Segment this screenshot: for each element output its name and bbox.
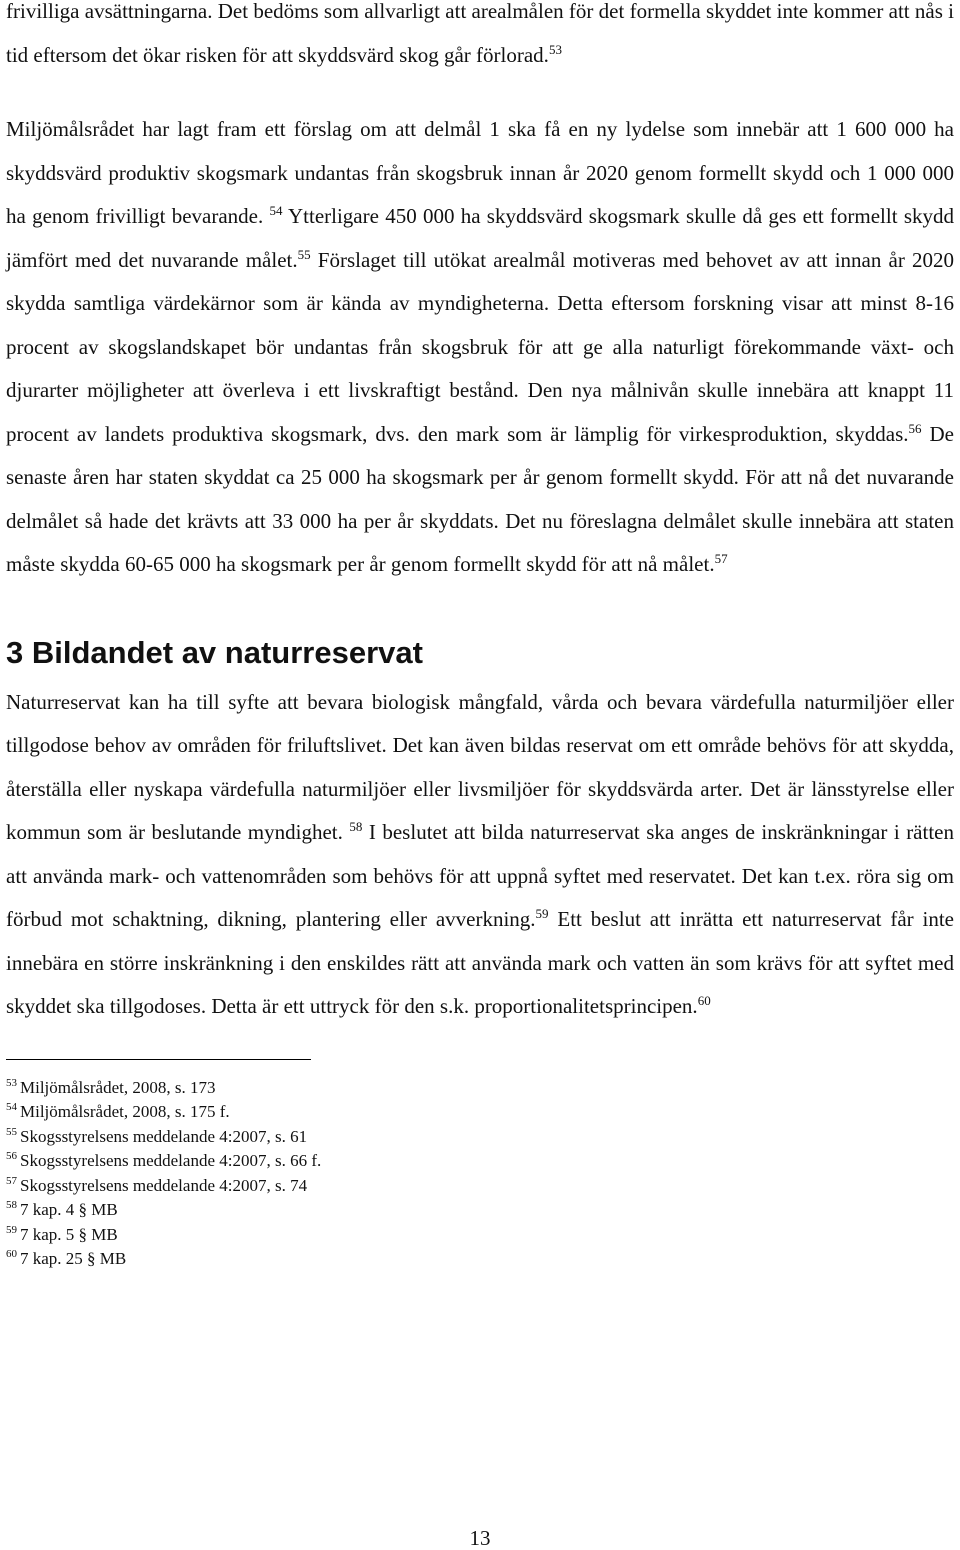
footnote-text: Miljömålsrådet, 2008, s. 175 f.: [20, 1102, 230, 1121]
footnote-number: 60: [6, 1248, 17, 1261]
text-run: Naturreservat kan ha till syfte att bevara biologisk mångfald, vårda och bevara värdefulla naturmiljöer eller tillgodose behov av områden för friluftslivet. Det kan även bildas reservat om ett område behövs för att skydda, återställa eller nyskapa värdefulla naturmiljöer eller livsmiljöer för skyddsvärda arter. Det är länsstyrelse eller kommun som är beslutande myndighet.: [6, 689, 954, 844]
footnotes: [6, 1076, 954, 1272]
footnote-text: Miljömålsrådet, 2008, s. 173: [20, 1077, 216, 1097]
footnote-text: Skogsstyrelsens meddelande 4:2007, s. 74: [20, 1175, 308, 1195]
footnote-text: Skogsstyrelsens meddelande 4:2007, s. 66 f.: [20, 1151, 322, 1170]
paragraph-3: [6, 681, 954, 1029]
section-heading: 3 Bildandet av naturreservat: [6, 634, 423, 670]
footnote: [6, 1076, 954, 1101]
text-run: Ytterligare 450 000 ha skyddsvärd skogsmark skulle då ges ett formellt skydd jämfört med det nuvarande målet.: [6, 204, 954, 272]
footnote-reference: 54: [269, 203, 283, 218]
footnote-reference: 53: [548, 41, 562, 57]
footnote-number: 58: [6, 1199, 17, 1212]
text-run: frivilliga avsättningarna. Det bedöms som allvarligt att arealmålen för det formella skyddet inte kommer att nås i tid eftersom det ökar risken för att skyddsvärd skog går förlorad.: [6, 0, 954, 67]
paragraph-2: [6, 108, 954, 587]
footnote: [6, 1223, 954, 1248]
text-run: Ett beslut att inrätta ett naturreservat får inte innebära en större inskränkning i den enskildes rätt att använda mark och vatten än som krävs för att syftet med skyddet ska tillgodoses. Detta är ett uttryck för den s.k. proportionalitetsprincipen.: [6, 907, 954, 1018]
text-run: De senaste åren har staten skyddat ca 25 000 ha skogsmark per år genom formellt skydd. För att nå det nuvarande delmålet så hade det krävts att 33 000 ha per år skyddats. Det nu föreslagna delmålet skulle innebära att staten måste skydda 60-65 000 ha skogsmark per år genom formellt skydd för att nå målet.: [6, 421, 954, 576]
footnote: [6, 1149, 954, 1174]
footnote-reference: 56: [908, 420, 922, 436]
document-page: [6, 0, 954, 1272]
body-text: [6, 0, 954, 587]
footnote-text: 7 kap. 25 § MB: [20, 1249, 127, 1268]
footnote-reference: 57: [714, 551, 728, 566]
footnote: [6, 1125, 954, 1150]
footnote-reference: 60: [697, 993, 711, 1008]
footnote-number: 57: [6, 1174, 17, 1187]
text-run: Förslaget till utökat arealmål motiveras med behovet av att innan år 2020 skydda samtliga värdekärnor som är kända av myndigheterna. Detta eftersom forskning visar att minst 8-16 procent av skogslandskapet bör undantas från skogsbruk för att ge alla naturligt förekommande växt- och djurarter möjligheter att överleva i ett livskraftigt bestånd. Den nya målnivån skulle innebära att knappt 11 procent av landets produktiva skogsmark, dvs. den mark som är lämplig för virkesproduktion, skyddas.: [6, 247, 954, 446]
footnote-text: Skogsstyrelsens meddelande 4:2007, s. 61: [20, 1126, 308, 1146]
footnote-text: 7 kap. 5 § MB: [20, 1224, 118, 1244]
footnote: [6, 1174, 954, 1199]
footnote: [6, 1198, 954, 1223]
page-number: 13: [469, 1526, 491, 1550]
footnote-number: 55: [6, 1125, 17, 1138]
footnote-reference: 59: [535, 906, 549, 921]
footnote-number: 56: [6, 1150, 17, 1163]
footnote-text: 7 kap. 4 § MB: [20, 1200, 118, 1219]
footnote-separator: [6, 1059, 311, 1060]
footnote-reference: 58: [349, 819, 363, 834]
footnote-number: 59: [6, 1223, 17, 1236]
footnote-number: 54: [6, 1101, 17, 1114]
footnote-number: 53: [6, 1076, 17, 1089]
footnote-reference: 55: [297, 246, 311, 262]
text-run: Miljömålsrådet har lagt fram ett förslag om att delmål 1 ska få en ny lydelse som innebär att 1 600 000 ha skyddsvärd produktiv skogsmark undantas från skogsbruk innan år 2020 genom formellt skydd och 1 000 000 ha genom frivilligt bevarande.: [6, 117, 954, 228]
footnote: [6, 1100, 954, 1125]
text-run: I beslutet att bilda naturreservat ska anges de inskränkningar i rätten att använda mark- och vattenområden som behövs för att uppnå syftet med reservatet. Det kan t.ex. röra sig om förbud mot schaktning, dikning, plantering eller avverkning.: [6, 820, 954, 931]
paragraph-1: [6, 0, 954, 77]
footnote: [6, 1247, 954, 1272]
